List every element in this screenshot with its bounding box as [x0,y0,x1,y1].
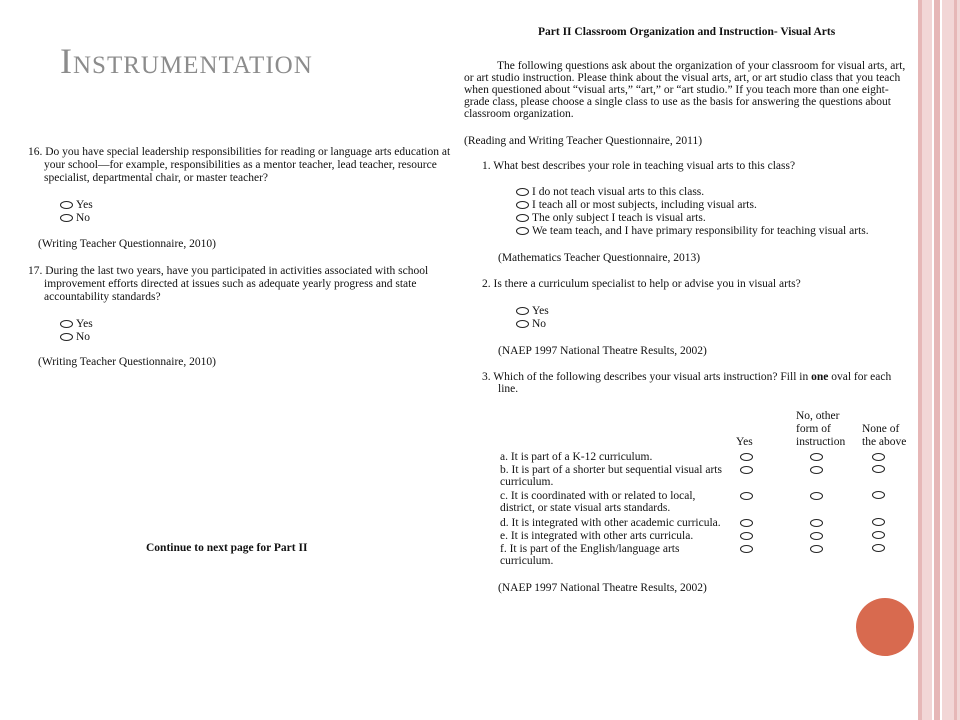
q3-f-none-oval[interactable] [872,544,885,552]
q2-option-no[interactable]: No [516,318,546,330]
part2-heading: Part II Classroom Organization and Instruction- Visual Arts [538,26,836,38]
q3-a-yes-oval[interactable] [740,453,753,461]
q3-e-yes-oval[interactable] [740,532,753,540]
radio-oval-icon [516,188,529,196]
decorative-stripe-wide [942,0,960,720]
intro-line-3: when questioned about “visual arts,” “art,” or “art studio.” If you teach more than one eight- [464,84,889,96]
q3-row-b-2: curriculum. [500,476,554,488]
q17-line-3: accountability standards? [44,291,161,303]
q16-source: (Writing Teacher Questionnaire, 2010) [38,238,216,250]
q1-option-2[interactable]: I teach all or most subjects, including visual arts. [516,199,757,211]
intro-line-2: or art studio instruction. Please think about the visual arts, art, or art studio class that you teach [464,72,901,84]
q16-option-no[interactable]: No [60,212,90,224]
q3-row-b-1: b. It is part of a shorter but sequential visual arts [500,464,722,476]
q3-row-f-1: f. It is part of the English/language arts [500,543,680,555]
radio-oval-icon [516,201,529,209]
q3-c-yes-oval[interactable] [740,492,753,500]
decorative-stripe-edge [954,0,957,720]
col-header-none-2: the above [862,436,907,448]
q3-row-c-2: district, or state visual arts standards. [500,502,671,514]
q3-b-yes-oval[interactable] [740,466,753,474]
col-header-yes: Yes [736,436,753,448]
intro-line-5: classroom organization. [464,108,574,120]
q17-option-no[interactable]: No [60,331,90,343]
q2-text: 2. Is there a curriculum specialist to help or advise you in visual arts? [482,278,801,290]
q3-row-c-1: c. It is coordinated with or related to local, [500,490,696,502]
q2-option-yes[interactable]: Yes [516,305,549,317]
intro-line-4: grade class, please choose a single class to use as the basis for answering the questions about [464,96,891,108]
q3-c-no-oval[interactable] [810,492,823,500]
col-header-none-1: None of [862,423,900,435]
decorative-accent-circle [856,598,914,656]
col-header-no-3: instruction [796,436,846,448]
q2-source: (NAEP 1997 National Theatre Results, 2002) [498,345,707,357]
q3-d-none-oval[interactable] [872,518,885,526]
q16-option-yes[interactable]: Yes [60,199,93,211]
q3-row-a: a. It is part of a K-12 curriculum. [500,451,653,463]
slide-title: Instrumentation [60,41,313,81]
q3-row-e: e. It is integrated with other arts curricula. [500,530,694,542]
q16-line-1: 16. Do you have special leadership responsibilities for reading or language arts education at [28,146,451,158]
q3-row-f-2: curriculum. [500,555,554,567]
q3-source: (NAEP 1997 National Theatre Results, 2002) [498,582,707,594]
q3-a-none-oval[interactable] [872,453,885,461]
q3-b-none-oval[interactable] [872,465,885,473]
q3-c-none-oval[interactable] [872,491,885,499]
q17-source: (Writing Teacher Questionnaire, 2010) [38,356,216,368]
radio-oval-icon [516,227,529,235]
radio-oval-icon [516,307,529,315]
q1-source: (Mathematics Teacher Questionnaire, 2013) [498,252,701,264]
q16-line-2: your school—for example, responsibilities as a mentor teacher, lead teacher, resource [44,159,437,171]
q1-option-4[interactable]: We team teach, and I have primary responsibility for teaching visual arts. [516,225,869,237]
radio-oval-icon [516,320,529,328]
q1-option-1[interactable]: I do not teach visual arts to this class. [516,186,704,198]
q3-text-line2: line. [498,383,519,395]
decorative-stripe-mid [934,0,940,720]
q17-option-yes[interactable]: Yes [60,318,93,330]
q3-d-yes-oval[interactable] [740,519,753,527]
radio-oval-icon [516,214,529,222]
q3-text: 3. Which of the following describes your visual arts instruction? Fill in one oval for each [482,371,892,383]
decorative-stripe-light [922,0,932,720]
col-header-no-2: form of [796,423,831,435]
continue-note: Continue to next page for Part II [146,542,308,554]
q3-row-d: d. It is integrated with other academic curricula. [500,517,721,529]
q3-b-no-oval[interactable] [810,466,823,474]
q3-a-no-oval[interactable] [810,453,823,461]
q3-e-none-oval[interactable] [872,531,885,539]
q17-line-1: 17. During the last two years, have you participated in activities associated with school [28,265,429,277]
q3-e-no-oval[interactable] [810,532,823,540]
q1-option-3[interactable]: The only subject I teach is visual arts. [516,212,706,224]
q3-d-no-oval[interactable] [810,519,823,527]
intro-line-1: The following questions ask about the organization of your classroom for visual arts, art, [497,60,906,72]
q3-f-no-oval[interactable] [810,545,823,553]
col-header-no-1: No, other [796,410,840,422]
q1-text: 1. What best describes your role in teaching visual arts to this class? [482,160,796,172]
q17-line-2: improvement efforts directed at issues such as adequate yearly progress and state [44,278,417,290]
intro-source: (Reading and Writing Teacher Questionnaire, 2011) [464,135,703,147]
q16-line-3: specialist, departmental chair, or master teacher? [44,172,268,184]
q3-f-yes-oval[interactable] [740,545,753,553]
